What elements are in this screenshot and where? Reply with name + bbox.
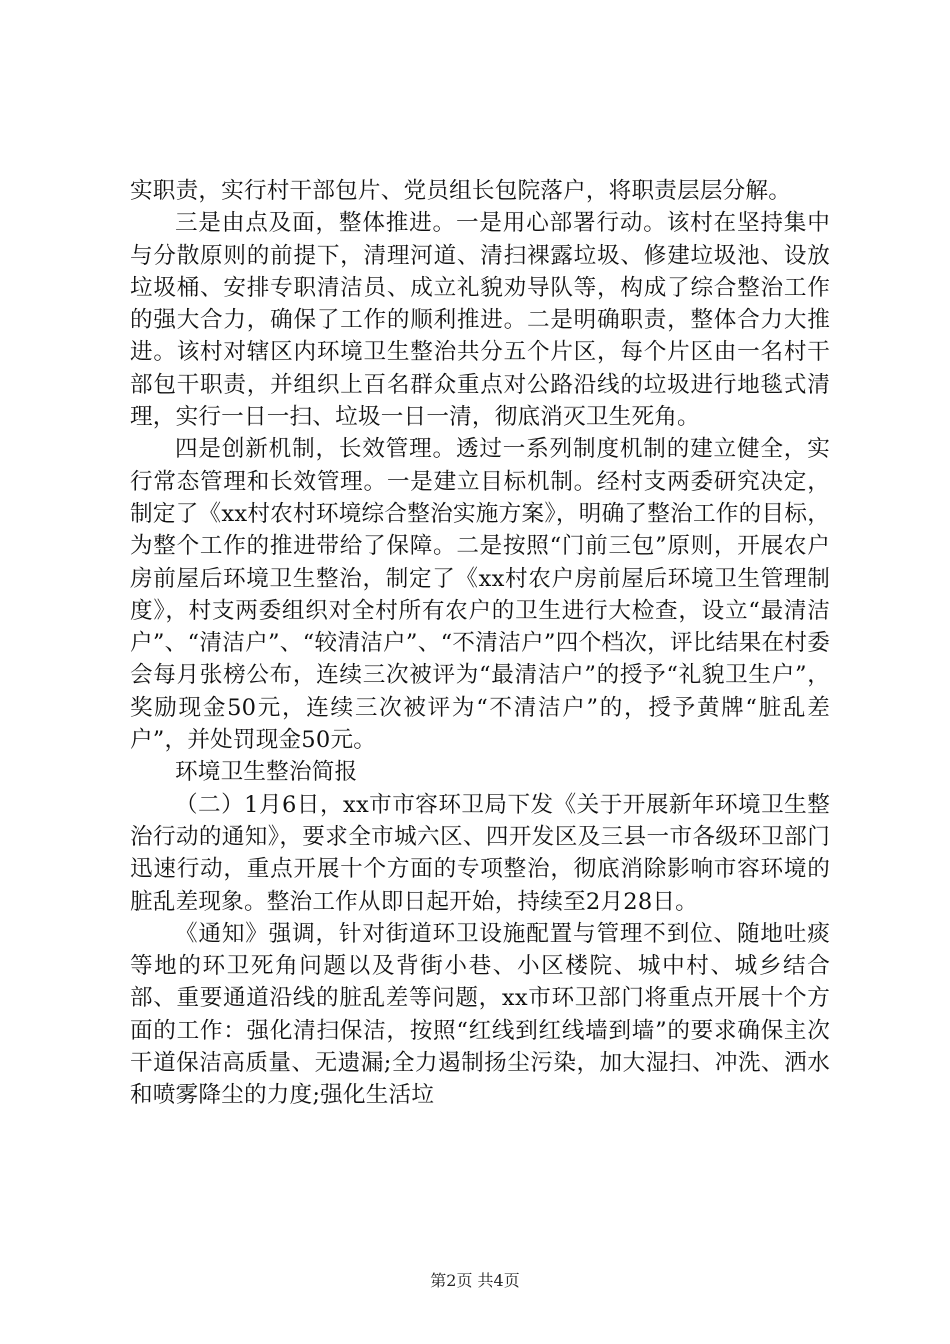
paragraph-point-three: 三是由点及面，整体推进。一是用心部署行动。该村在坚持集中与分散原则的前提下，清理河道、清扫裸露垃圾、修建垃圾池、设放垃圾桶、安排专职清洁员、成立礼貌劝导队等，构成了综合整治工作的强大合力，确保了工作的顺利推进。二是明确职责，整体合力大推进。该村对辖区内环境卫生整治共分五个片区，每个片区由一名村干部包干职责，并组织上百名群众重点对公路沿线的垃圾进行地毯式清理，实行一日一扫、垃圾一日一清，彻底消灭卫生死角。 [130,210,830,431]
paragraph-point-four: 四是创新机制，长效管理。透过一系列制度机制的建立健全，实行常态管理和长效管理。一是建立目标机制。经村支两委研究决定，制定了《xx村农村环境综合整治实施方案》，明确了整治工作的目标，为整个工作的推进带给了保障。二是按照“门前三包”原则，开展农户房前屋后环境卫生整治，制定了《xx村农户房前屋后环境卫生管理制度》，村支两委组织对全村所有农户的卫生进行大检查，设立“最清洁户”、“清洁户”、“较清洁户”、“不清洁户”四个档次，评比结果在村委会每月张榜公布，连续三次被评为“最清洁户”的授予“礼貌卫生户”，奖励现金50元，连续三次被评为“不清洁户”的，授予黄牌“脏乱差户”，并处罚现金50元。 [130,436,830,754]
page-number-footer: 第2页 共4页 [430,1271,520,1290]
section-heading: 环境卫生整治简报 [175,759,358,786]
paragraph-notice-details: 《通知》强调，针对街道环卫设施配置与管理不到位、随地吐痰等地的环卫死角问题以及背街小巷、小区楼院、城中村、城乡结合部、重要通道沿线的脏乱差等问题，xx市环卫部门将重点开展十个方面的工作：强化清扫保洁，按照“红线到红线墙到墙”的要求确保主次干道保洁高质量、无遗漏;全力遏制扬尘污染，加大湿扫、冲洗、洒水和喷雾降尘的力度;强化生活垃 [130,920,830,1109]
paragraph-notice-intro: （二）1月6日，xx市市容环卫局下发《关于开展新年环境卫生整治行动的通知》，要求全市城六区、四开发区及三县一市各级环卫部门迅速行动，重点开展十个方面的专项整治，彻底消除影响市容环境的脏乱差现象。整治工作从即日起开始，持续至2月28日。 [130,791,830,915]
paragraph-continuation: 实职责，实行村干部包片、党员组长包院落户，将职责层层分解。 [130,178,792,204]
document-body [130,175,830,1112]
